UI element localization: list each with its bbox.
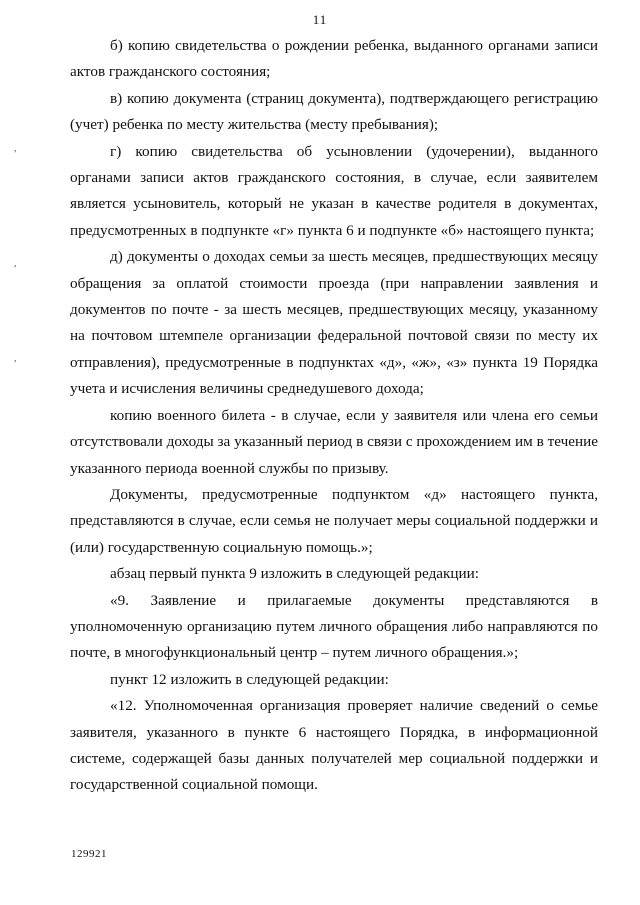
paragraph-amend-item-12: пункт 12 изложить в следующей редакции: — [110, 670, 389, 688]
margin-mark: , — [14, 143, 17, 154]
paragraph-documents-note: Документы, предусмотренные подпунктом «д» настоящего пункта, представляются в случае, если семья не получает меры социальной поддержки и (или) государственную социальную помощь.»; — [70, 485, 598, 556]
paragraph-item-b: б) копию свидетельства о рождении ребенка, выданного органами записи актов гражданского состояния; — [70, 37, 598, 81]
margin-mark: , — [14, 258, 17, 269]
page-number: 11 — [312, 12, 328, 27]
paragraph-item-v: в) копию документа (страниц документа), подтверждающего регистрацию (учет) ребенка по месту жительства (месту пребывания); — [70, 89, 598, 134]
paragraph-amend-item-9: абзац первый пункта 9 изложить в следующей редакции: — [110, 565, 480, 583]
paragraph-item-g: г) копию свидетельства об усыновлении (удочерении), выданного органами записи актов гражданского состояния, в случае, если заявителем является усыновитель, который не указан в качестве родителя в документах, предусмотренных в подпункте «г» пункта 6 и подпункте «б» настоящего пункта; — [70, 142, 598, 239]
paragraph-item-9-text: «9. Заявление и прилагаемые документы представляются в уполномоченную организацию путем личного обращения либо направляются по почте, в многофункциональный центр – путем личного обращения.»; — [70, 591, 598, 662]
footer-code: 129921 — [71, 848, 107, 860]
document-body — [70, 33, 598, 799]
margin-mark: , — [14, 353, 17, 364]
paragraph-item-12-text: «12. Уполномоченная организация проверяет наличие сведений о семье заявителя, указанного в пункте 6 настоящего Порядка, в информационной системе, содержащей базы данных получателей мер социальной поддержки и государственной социальной помощи. — [70, 697, 598, 794]
paragraph-military-id: копию военного билета - в случае, если у заявителя или члена его семьи отсутствовали доходы за указанный период в связи с прохождением им в течение указанного периода военной службы по призыву. — [70, 406, 598, 477]
paragraph-item-d: д) документы о доходах семьи за шесть месяцев, предшествующих месяцу обращения за оплатой стоимости проезда (при направлении заявления и документов по почте - за шесть месяцев, предшествующих месяцу, указанному на почтовом штемпеле организации федеральной почтовой связи по месту их отправления), предусмотренные в подпунктах «д», «ж», «з» пункта 19 Порядка учета и исчисления величины среднедушевого дохода; — [70, 248, 598, 398]
